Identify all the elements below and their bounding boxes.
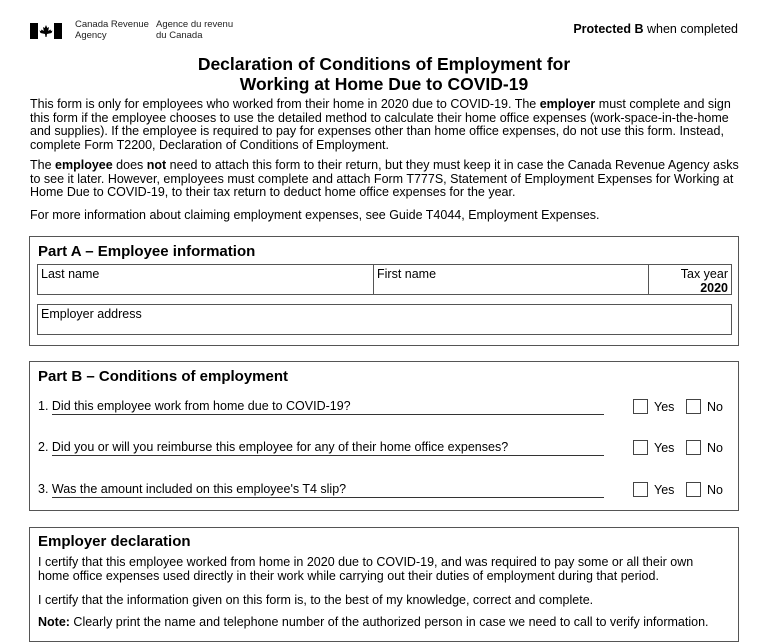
question-3-underline <box>52 497 604 498</box>
tax-year-field <box>648 264 732 295</box>
part-a-title: Part A – Employee information <box>38 243 256 260</box>
q1-yes-label: Yes <box>654 400 675 414</box>
declaration-note: Note: Clearly print the name and telephone number of the authorized person in case we need to call to verify information. <box>38 615 709 629</box>
q3-no-label: No <box>707 483 723 497</box>
q2-yes-checkbox[interactable] <box>633 440 648 455</box>
intro-paragraph-2: The employee does not need to attach this form to their return, but they must keep it in case the Canada Revenue Agency asks to see it later. However, employees must complete and attach Form T777S, Statement of Employment Expenses for Working at Home Due to COVID-19, to their tax return to deduct home office expenses for the year. <box>30 158 739 199</box>
question-3: 3. Was the amount included on this employee's T4 slip? <box>38 482 347 496</box>
first-name-field[interactable] <box>373 264 649 295</box>
last-name-field[interactable] <box>37 264 374 295</box>
q2-no-checkbox[interactable] <box>686 440 701 455</box>
employer-declaration-section <box>29 527 739 642</box>
form-title: Declaration of Conditions of Employment for Working at Home Due to COVID-19 <box>197 54 571 94</box>
q1-no-label: No <box>707 400 723 414</box>
q1-yes-checkbox[interactable] <box>633 399 648 414</box>
canada-flag-icon <box>30 23 62 39</box>
intro-paragraph-3: For more information about claiming employment expenses, see Guide T4044, Employment Expenses. <box>30 208 600 222</box>
q3-yes-label: Yes <box>654 483 675 497</box>
part-b-section <box>29 361 739 511</box>
first-name-label: First name <box>377 267 437 281</box>
q3-yes-checkbox[interactable] <box>633 482 648 497</box>
part-b-title: Part B – Conditions of employment <box>38 368 289 385</box>
q2-no-label: No <box>707 441 723 455</box>
q2-yes-label: Yes <box>654 441 675 455</box>
last-name-label: Last name <box>41 267 100 281</box>
question-2: 2. Did you or will you reimburse this employee for any of their home office expenses? <box>38 440 509 454</box>
tax-year-label: Tax year <box>680 267 728 281</box>
agency-name-en: Canada Revenue Agency <box>75 19 149 41</box>
declaration-paragraph-2: I certify that the information given on this form is, to the best of my knowledge, correct and complete. <box>38 593 594 607</box>
q3-no-checkbox[interactable] <box>686 482 701 497</box>
tax-year-value: 2020 <box>700 281 728 295</box>
declaration-paragraph-1: I certify that this employee worked from home in 2020 due to COVID-19, and was required to pay some or all their own home office expenses used directly in their work while carrying out their duties of employment during that period. <box>38 555 694 583</box>
employer-address-field[interactable] <box>37 304 732 335</box>
question-1-underline <box>52 414 604 415</box>
question-2-underline <box>52 455 604 456</box>
intro-paragraph-1: This form is only for employees who worked from their home in 2020 due to COVID-19. The employer must complete and sign this form if the employee chooses to use the detailed method to calculate their home office expenses (work-space-in-the-home and supplies). If the employee is required to pay for expenses other than home office expenses, do not use this form. Instead, complete Form T2200, Declaration of Conditions of Employment. <box>30 97 731 152</box>
part-a-section <box>29 236 739 346</box>
employer-address-label: Employer address <box>41 307 142 321</box>
question-1: 1. Did this employee work from home due to COVID-19? <box>38 399 351 413</box>
protected-notice: Protected B when completed <box>573 22 738 36</box>
agency-name-fr: Agence du revenu du Canada <box>156 19 234 41</box>
declaration-title: Employer declaration <box>38 533 191 550</box>
q1-no-checkbox[interactable] <box>686 399 701 414</box>
